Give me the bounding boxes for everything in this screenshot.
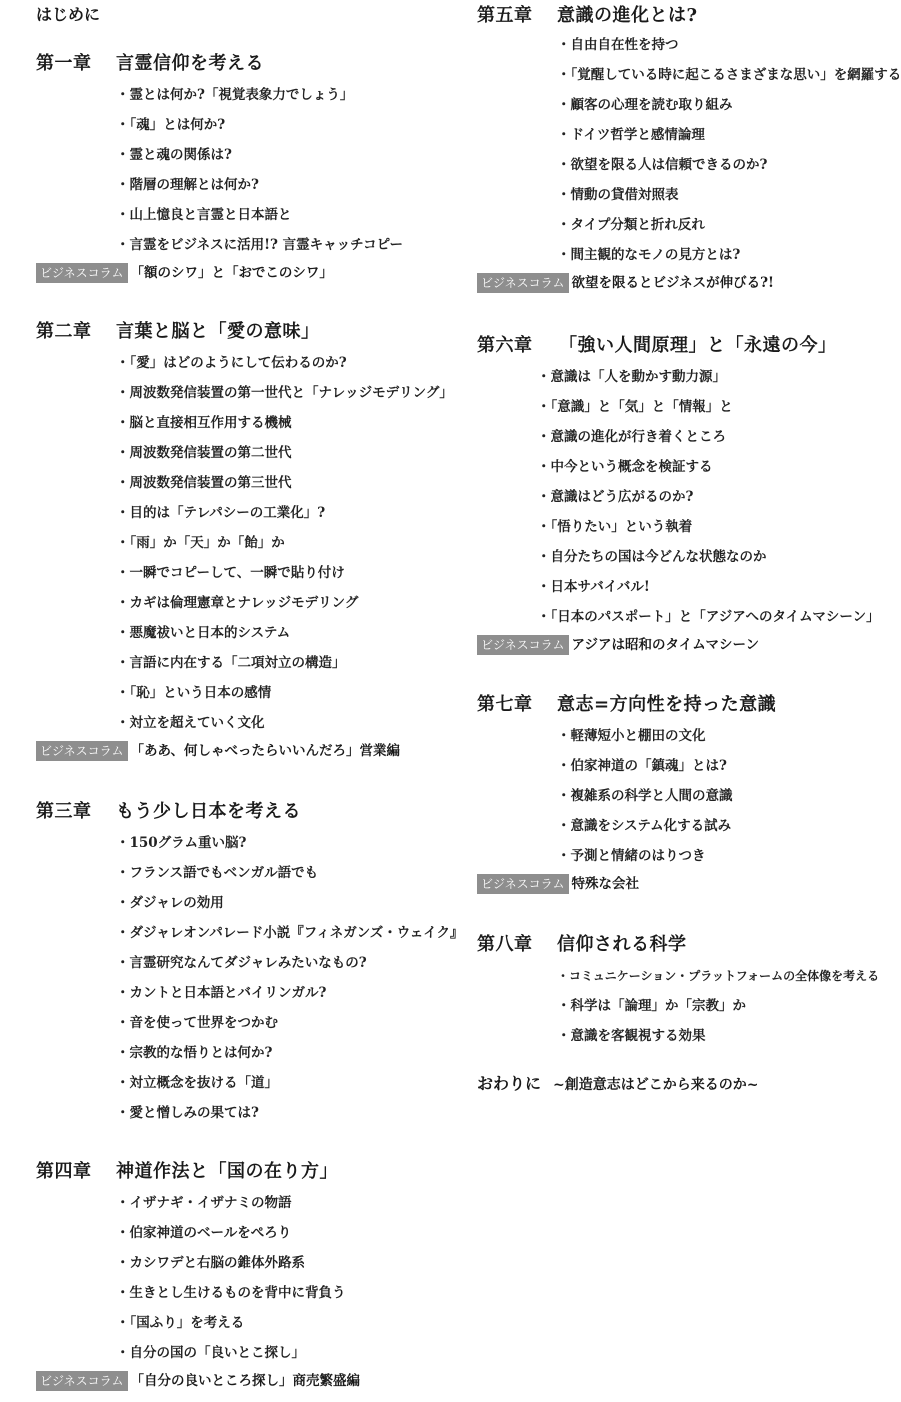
chapter-8-items bbox=[557, 961, 880, 1051]
chapter-8-number: 第八章 bbox=[477, 934, 533, 955]
list-item: ・ イザナギ・イザナミの物語 bbox=[116, 1188, 436, 1218]
chapter-5-items bbox=[557, 30, 901, 270]
chapter-1 bbox=[36, 52, 436, 284]
list-item: ・ 宗教的な悟りとは何か? bbox=[116, 1038, 436, 1068]
list-item: ・ 予測と情緒のはりつき bbox=[557, 841, 853, 871]
chapter-2-name: 言葉と脳と「愛の意味」 bbox=[116, 321, 320, 342]
list-item: ・ 間主観的なモノの見方とは? bbox=[557, 240, 853, 270]
business-column-4 bbox=[36, 1370, 436, 1392]
list-item: ・ 階層の理解とは何か? bbox=[116, 170, 436, 200]
list-item: ・ 意識の進化が行き着くところ bbox=[537, 422, 853, 452]
chapter-8 bbox=[477, 933, 880, 1051]
outro-subtitle: ~創造意志はどこから来るのか~ bbox=[553, 1077, 759, 1093]
business-column-7 bbox=[477, 873, 853, 895]
chapter-2-items bbox=[116, 348, 453, 738]
list-item: ・ コミュニケーション・プラットフォームの全体像を考える bbox=[557, 961, 853, 991]
chapter-6-number: 第六章 bbox=[477, 335, 533, 356]
list-item: ・ 「日本のパスポート」と「アジアへのタイムマシーン」 bbox=[537, 602, 853, 632]
list-item: ・ 情動の貸借対照表 bbox=[557, 180, 853, 210]
business-column-badge: ビジネスコラム bbox=[477, 635, 569, 655]
list-item: ・ 自由自在性を持つ bbox=[557, 30, 853, 60]
list-item: ・ カシワデと右脳の錐体外路系 bbox=[116, 1248, 436, 1278]
business-column-text: 「ああ、何しゃべったらいいんだろ」営業編 bbox=[130, 743, 400, 759]
list-item: ・ 音を使って世界をつかむ bbox=[116, 1008, 436, 1038]
list-item: ・ 対立概念を抜ける「道」 bbox=[116, 1068, 436, 1098]
chapter-1-title bbox=[36, 52, 436, 76]
list-item: ・ 悪魔祓いと日本的システム bbox=[116, 618, 436, 648]
chapter-2-number: 第二章 bbox=[36, 321, 92, 342]
list-item: ・ 意識を客観視する効果 bbox=[557, 1021, 853, 1051]
list-item: ・ 周波数発信装置の第二世代 bbox=[116, 438, 436, 468]
list-item: ・ 目的は「テレパシーの工業化」? bbox=[116, 498, 436, 528]
business-column-6 bbox=[477, 634, 853, 656]
chapter-3-items bbox=[116, 828, 464, 1128]
chapter-4-title bbox=[36, 1160, 436, 1184]
list-item: ・ 言霊をビジネスに活用!? 言霊キャッチコピー bbox=[116, 230, 436, 260]
list-item: ・ ダジャレオンパレード小説『フィネガンズ・ウェイク』 bbox=[116, 918, 436, 948]
list-item: ・ ダジャレの効用 bbox=[116, 888, 436, 918]
list-item: ・ 「意識」と「気」と「情報」と bbox=[537, 392, 853, 422]
chapter-4-items bbox=[116, 1188, 436, 1368]
business-column-text: アジアは昭和のタイムマシーン bbox=[571, 637, 760, 653]
list-item: ・ 意識はどう広がるのか? bbox=[537, 482, 853, 512]
chapter-4 bbox=[36, 1160, 436, 1392]
list-item: ・ 中今という概念を検証する bbox=[537, 452, 853, 482]
list-item: ・ 一瞬でコピーして、一瞬で貼り付け bbox=[116, 558, 436, 588]
list-item: ・ 自分の国の「良いとこ探し」 bbox=[116, 1338, 436, 1368]
list-item: ・ 欲望を限る人は信頼できるのか? bbox=[557, 150, 853, 180]
business-column-5 bbox=[477, 272, 853, 294]
chapter-4-number: 第四章 bbox=[36, 1161, 92, 1182]
chapter-7-number: 第七章 bbox=[477, 694, 533, 715]
business-column-text: 「自分の良いところ探し」商売繁盛編 bbox=[130, 1373, 361, 1389]
outro-heading bbox=[477, 1073, 853, 1096]
list-item: ・ 伯家神道のベールをぺろり bbox=[116, 1218, 436, 1248]
list-item: ・ 周波数発信装置の第一世代と「ナレッジモデリング」 bbox=[116, 378, 436, 408]
list-item: ・ 「恥」という日本の感情 bbox=[116, 678, 436, 708]
business-column-badge: ビジネスコラム bbox=[36, 741, 128, 761]
list-item: ・ 150グラム重い脳? bbox=[116, 828, 436, 858]
chapter-1-name: 言霊信仰を考える bbox=[116, 53, 264, 74]
list-item: ・ 生きとし生けるものを背中に背負う bbox=[116, 1278, 436, 1308]
business-column-text: 特殊な会社 bbox=[571, 876, 640, 892]
list-item: ・ 「悟りたい」という執着 bbox=[537, 512, 853, 542]
chapter-7 bbox=[477, 693, 853, 895]
chapter-7-name: 意志=方向性を持った意識 bbox=[557, 694, 777, 715]
list-item: ・ ドイツ哲学と感情論理 bbox=[557, 120, 853, 150]
chapter-8-name: 信仰される科学 bbox=[557, 934, 687, 955]
chapter-3 bbox=[36, 800, 464, 1128]
list-item: ・ 霊と魂の関係は? bbox=[116, 140, 436, 170]
list-item: ・ 自分たちの国は今どんな状態なのか bbox=[537, 542, 853, 572]
list-item: ・ 複雑系の科学と人間の意識 bbox=[557, 781, 853, 811]
chapter-7-items bbox=[557, 721, 853, 871]
chapter-7-title bbox=[477, 693, 853, 717]
list-item: ・ 意識は「人を動かす動力源」 bbox=[537, 362, 853, 392]
list-item: ・ 科学は「論理」か「宗教」か bbox=[557, 991, 853, 1021]
list-item: ・ 対立を超えていく文化 bbox=[116, 708, 436, 738]
list-item: ・ タイプ分類と折れ反れ bbox=[557, 210, 853, 240]
list-item: ・ 山上憶良と言霊と日本語と bbox=[116, 200, 436, 230]
list-item: ・ カギは倫理憲章とナレッジモデリング bbox=[116, 588, 436, 618]
chapter-1-items bbox=[116, 80, 436, 260]
list-item: ・ 霊とは何か?「視覚表象力でしょう」 bbox=[116, 80, 436, 110]
list-item: ・ 愛と憎しみの果ては? bbox=[116, 1098, 436, 1128]
chapter-6-title bbox=[477, 334, 853, 358]
chapter-2-title bbox=[36, 320, 436, 344]
business-column-text: 欲望を限るとビジネスが伸びる?! bbox=[571, 275, 774, 291]
outro-title: おわりに bbox=[477, 1074, 542, 1093]
chapter-3-name: もう少し日本を考える bbox=[116, 801, 301, 822]
list-item: ・ 「国ふり」を考える bbox=[116, 1308, 436, 1338]
list-item: ・ カントと日本語とバイリンガル? bbox=[116, 978, 436, 1008]
list-item: ・ 「愛」はどのようにして伝わるのか? bbox=[116, 348, 436, 378]
chapter-5-name: 意識の進化とは? bbox=[557, 5, 698, 26]
business-column-badge: ビジネスコラム bbox=[36, 1371, 128, 1391]
chapter-6-name: 「強い人間原理」と「永遠の今」 bbox=[559, 335, 837, 356]
business-column-1 bbox=[36, 262, 436, 284]
business-column-badge: ビジネスコラム bbox=[477, 874, 569, 894]
business-column-2 bbox=[36, 740, 436, 762]
chapter-5-number: 第五章 bbox=[477, 5, 533, 26]
list-item: ・ 意識をシステム化する試み bbox=[557, 811, 853, 841]
list-item: ・ 周波数発信装置の第三世代 bbox=[116, 468, 436, 498]
chapter-3-number: 第三章 bbox=[36, 801, 92, 822]
chapter-5 bbox=[477, 4, 901, 294]
list-item: ・ 伯家神道の「鎮魂」とは? bbox=[557, 751, 853, 781]
chapter-6 bbox=[477, 334, 880, 656]
chapter-1-number: 第一章 bbox=[36, 53, 92, 74]
list-item: ・ 「雨」か「天」か「飴」か bbox=[116, 528, 436, 558]
intro-title: はじめに bbox=[36, 5, 101, 24]
list-item: ・ 「覚醒している時に起こるさまざまな思い」を網羅する bbox=[557, 60, 853, 90]
business-column-badge: ビジネスコラム bbox=[36, 263, 128, 283]
chapter-4-name: 神道作法と「国の在り方」 bbox=[116, 1161, 338, 1182]
intro-heading bbox=[36, 4, 436, 26]
chapter-6-items bbox=[537, 362, 880, 632]
list-item: ・ 顧客の心理を読む取り組み bbox=[557, 90, 853, 120]
list-item: ・ 日本サバイバル! bbox=[537, 572, 853, 602]
list-item: ・ フランス語でもベンガル語でも bbox=[116, 858, 436, 888]
list-item: ・ 言霊研究なんてダジャレみたいなもの? bbox=[116, 948, 436, 978]
list-item: ・ 「魂」とは何か? bbox=[116, 110, 436, 140]
list-item: ・ 軽薄短小と棚田の文化 bbox=[557, 721, 853, 751]
list-item: ・ 脳と直接相互作用する機械 bbox=[116, 408, 436, 438]
chapter-5-title bbox=[477, 4, 853, 28]
business-column-badge: ビジネスコラム bbox=[477, 273, 569, 293]
chapter-3-title bbox=[36, 800, 436, 824]
chapter-2 bbox=[36, 320, 453, 762]
business-column-text: 「額のシワ」と「おでこのシワ」 bbox=[130, 265, 333, 281]
outro-title-row bbox=[477, 1073, 853, 1096]
list-item: ・ 言語に内在する「二項対立の構造」 bbox=[116, 648, 436, 678]
chapter-8-title bbox=[477, 933, 853, 957]
